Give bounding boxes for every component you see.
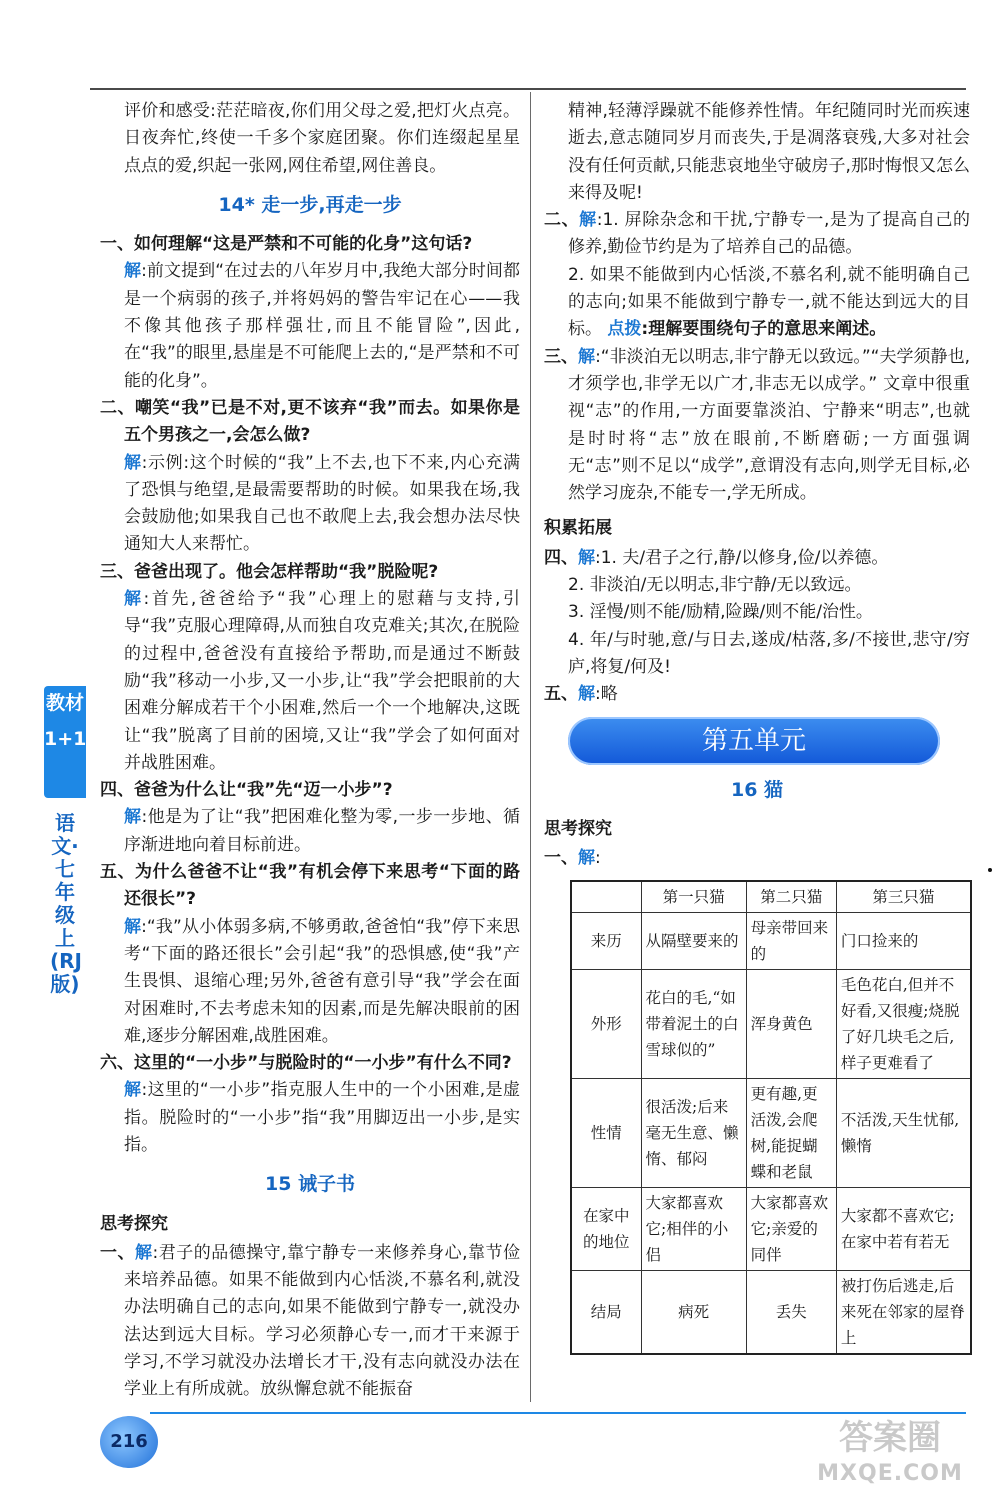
table-row (571, 1079, 971, 1188)
table-cell: 浑身黄色 (746, 970, 836, 1079)
table-cell: 从隔壁要来的 (641, 913, 746, 970)
question-2: 二、嘲笑“我”已是不对,更不该弃“我”而去。如果你是五个男孩之一,会怎么做? (100, 397, 520, 446)
answer-1: 解:前文提到“在过去的八年岁月中,我绝大部分时间都是一个病弱的孩子,并将妈妈的警告牢记在心——我不像其他孩子那样强壮,而且不能冒险”,因此,在“我”的眼里,悬崖是不可能爬上去的,“是严禁和不可能的化身”。 (124, 261, 521, 391)
watermark-logo: 答案圈 MXQE.COM (817, 1418, 963, 1486)
side-book-title: 语文·七年级上(RJ版) (50, 811, 82, 996)
section-heading: 思考探究 (100, 1213, 168, 1234)
question-3: 三、爸爸出现了。他会怎样帮助“我”脱险呢? (100, 561, 439, 582)
answer-label: 解 (578, 684, 595, 705)
table-row (571, 1271, 971, 1355)
table-row (571, 1188, 971, 1271)
answer-r4-item-2: 2. 非淡泊/无以明志,非宁静/无以致远。 (568, 575, 862, 596)
lesson-14-title: 14* 走一步,再走一步 (218, 193, 402, 216)
answer-2: 解:示例:这个时候的“我”上不去,也下不来,内心充满了恐惧与绝望,是最需要帮助的时候。如果我在场,我会鼓励他;如果我自己也不敢爬上去,我会想办法尽快通知大人来帮忙。 (124, 452, 520, 555)
answer-label: 解 (124, 1080, 142, 1101)
table-cell: 大家都不喜欢它;在家中若有若无 (836, 1188, 971, 1271)
answer-r2: 二、解:1. 屏除杂念和干扰,宁静专一,是为了提高自己的修养,勤俭节约是为了培养自己的品德。 (544, 210, 970, 258)
table-cell: 不活泼,天生忧郁,懒惰 (836, 1079, 971, 1188)
table-header-cell: 第一只猫 (641, 881, 746, 913)
table-cell: 大家都喜欢它;亲爱的同伴 (746, 1188, 836, 1271)
table-header-cell (571, 881, 641, 913)
header-rule (90, 88, 966, 90)
question-1: 一、如何理解“这是严禁和不可能的化身”这句话? (100, 234, 473, 255)
lesson-15-title: 15 诫子书 (264, 1173, 356, 1196)
section-heading: 思考探究 (544, 818, 612, 839)
table-header-row (571, 881, 971, 913)
table-cell: 门口捡来的 (836, 913, 971, 970)
answer-label: 解 (578, 346, 596, 367)
answer-r5: 五、解:略 (544, 684, 618, 705)
answer-r4: 四、解:1. 夫/君子之行,静/以修身,俭/以养德。 (544, 547, 889, 568)
table-cell: 病死 (641, 1271, 746, 1355)
answer-5: 解:“我”从小体弱多病,不够勇敢,爸爸怕“我”停下来思考“下面的路还很长”会引起“我”的恐惧感,使“我”产生畏惧、退缩心理;另外,爸爸有意引导“我”学会在面对困难时,不去考虑未知的因素,而是先解决眼前的困难,逐步分解困难,战胜困难。 (124, 916, 520, 1046)
unit-banner: 第五单元 (568, 717, 940, 765)
table-row (571, 970, 971, 1079)
column-divider (530, 92, 531, 1402)
answer-label: 解 (124, 261, 142, 282)
continued-paragraph: 精神,轻薄浮躁就不能修养性情。年纪随同时光而疾速逝去,意志随同岁月而丧失,于是凋落衰残,大多对社会没有任何贡献,只能悲哀地坐守破房子,那时悔恨又怎么来得及呢! (568, 101, 970, 203)
answer-label: 解 (579, 210, 597, 231)
answer-r6: 一、解: (544, 848, 601, 869)
table-row-header: 外形 (571, 970, 641, 1079)
answer-r4-item-3: 3. 淫慢/则不能/励精,险躁/则不能/治性。 (568, 602, 873, 623)
answer-4: 解:他是为了让“我”把困难化整为零,一步一步地、循序渐进地向着目标前进。 (124, 807, 521, 855)
table-row-header: 结局 (571, 1271, 641, 1355)
side-tab-line-2: 1+1 (44, 728, 87, 750)
question-5: 五、为什么爸爸不让“我”有机会停下来思考“下面的路还很长”? (100, 862, 520, 910)
intro-paragraph: 评价和感受:茫茫暗夜,你们用父母之爱,把灯火点亮。日夜奔忙,终使一千多个家庭团聚。你们连缀起星星点点的爱,织起一张网,网住希望,网住善良。 (124, 101, 520, 176)
answer-label: 解 (124, 589, 144, 610)
answer-label: 解 (135, 1242, 153, 1263)
table-cell: 很活泼;后来毫无生意、懒惰、郁闷 (641, 1079, 746, 1188)
table-header-cell: 第二只猫 (746, 881, 836, 913)
table-header-cell: 第三只猫 (836, 881, 971, 913)
table-row-header: 在家中的地位 (571, 1188, 641, 1271)
right-column (544, 98, 970, 1355)
answer-r2-item-2: 2. 如果不能做到内心恬淡,不慕名利,就不能明确自己的志向;如果不能做到宁静专一,就不能达到远大的目标。 点拨:理解要围绕句子的意思来阐述。 (568, 264, 970, 340)
tip-label: 点拨 (607, 319, 642, 340)
lesson-16-title: 16 猫 (730, 778, 784, 801)
side-tab-line-1: 教材 (45, 692, 84, 714)
table-row-header: 来历 (571, 913, 641, 970)
answer-r3: 三、解:“非淡泊无以明志,非宁静无以致远。”“夫学须静也,才须学也,非学无以广才,非志无以成学。” 文章中很重视“志”的作用,一方面要靠淡泊、宁静来“明志”,也就是时时将“志”放在眼前,不断磨砺;一方面强调无“志”则不足以“成学”,意谓没有志向,则学无目标,必然学习庞杂,不能专一,学无所成。 (544, 346, 971, 504)
table-cell: 大家都喜欢它;相伴的小侣 (641, 1188, 746, 1271)
table-cell: 母亲带回来的 (746, 913, 836, 970)
answer-label: 解 (578, 547, 595, 568)
answer-6: 解:这里的“一小步”指克服人生中的一个小困难,是虚指。脱险时的“一小步”指“我”用脚迈出一小步,是实指。 (124, 1080, 521, 1155)
table-cell: 毛色花白,但并不好看,又很瘦;烧脱了好几块毛之后,样子更难看了 (836, 970, 971, 1079)
answer-label: 解 (124, 452, 142, 473)
table-cell: 丢失 (746, 1271, 836, 1355)
table-cell: 花白的毛,“如带着泥土的白雪球似的” (641, 970, 746, 1079)
page-number: 216 (100, 1416, 158, 1468)
answer-label: 解 (124, 916, 142, 937)
left-column (100, 98, 520, 1404)
table-cell: 被打伤后逃走,后来死在邻家的屋脊上 (836, 1271, 971, 1355)
question-4: 四、爸爸为什么让“我”先“迈一小步”? (100, 780, 393, 801)
question-6: 六、这里的“一小步”与脱险时的“一小步”有什么不同? (100, 1053, 512, 1074)
table-row (571, 913, 971, 970)
section-heading: 积累拓展 (544, 518, 612, 539)
footer-rule (150, 1412, 966, 1414)
side-tab (44, 686, 86, 798)
answer-b1: 一、解:君子的品德操守,靠宁静专一来修养身心,靠节俭来培养品德。如果不能做到内心恬淡,不慕名利,就没办法明确自己的志向,如果不能做到宁静专一,就没办法达到远大目标。学习必须静心专一,而才干来源于学习,不学习就没办法增长才干,没有志向就没办法在学业上有所成就。放纵懈怠就不能振奋 (100, 1242, 520, 1400)
answer-r4-item-4: 4. 年/与时驰,意/与日去,遂成/枯落,多/不接世,悲守/穷庐,将复/何及! (568, 629, 970, 677)
table-row-header: 性情 (571, 1079, 641, 1188)
cat-comparison-table (570, 880, 972, 1355)
answer-label: 解 (124, 807, 142, 828)
table-cell: 更有趣,更活泼,会爬树,能捉蝴蝶和老鼠 (746, 1079, 836, 1188)
stray-dot (988, 868, 992, 872)
answer-3: 解:首先,爸爸给予“我”心理上的慰藉与支持,引导“我”克服心理障碍,从而独自攻克难关;其次,在脱险的过程中,爸爸没有直接给予帮助,而是通过不断鼓励“我”移动一小步,又一小步,让“我”学会把眼前的大困难分解成若干个小困难,然后一个一个地解决,这既让“我”脱离了目前的困境,又让“我”学会了如何面对并战胜困难。 (124, 589, 521, 773)
answer-label: 解 (578, 848, 595, 869)
